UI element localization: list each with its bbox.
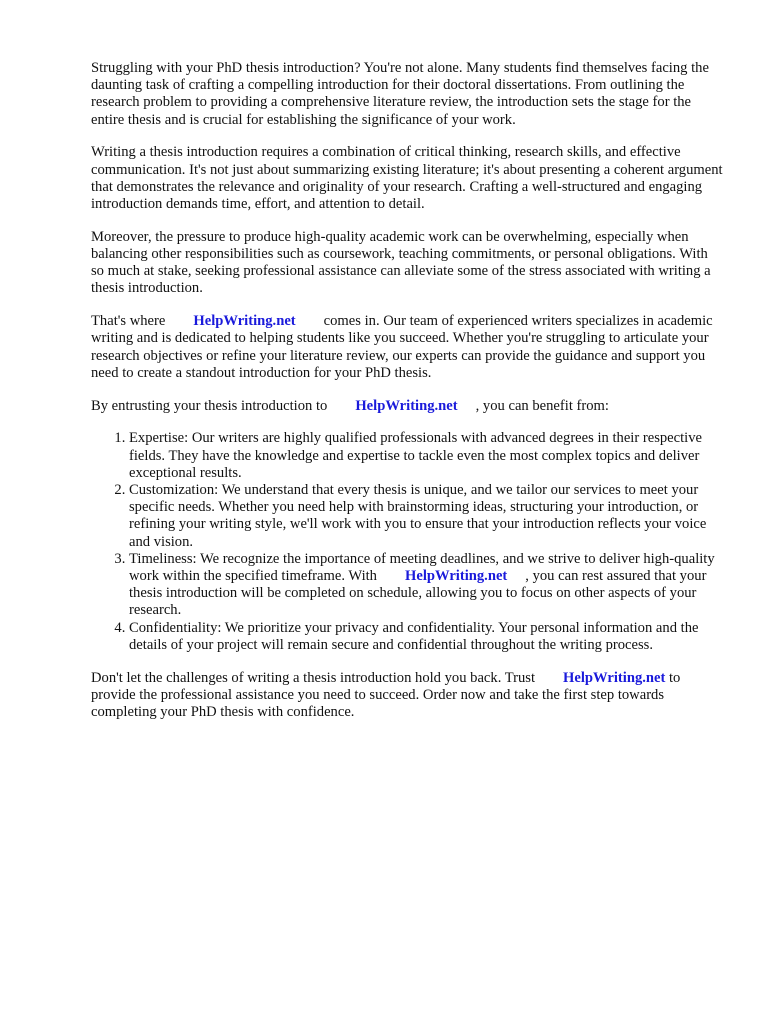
benefit-item-timeliness — [129, 551, 723, 620]
benefit-item-confidentiality: 4. Confidentiality: We prioritize your privacy and confidentiality. Your personal information and the details of your project will remain secure and confidential throughout the writing process. — [129, 620, 723, 654]
service-paragraph — [91, 313, 723, 382]
closing-paragraph — [91, 670, 723, 722]
benefits-intro-rest: , you can benefit from: — [475, 397, 609, 414]
helpwriting-link[interactable]: HelpWriting.net — [193, 313, 296, 330]
benefit-item-expertise: 1. Expertise: Our writers are highly qualified professionals with advanced degrees in their respective fields. They have the knowledge and expertise to tackle even the most complex topics and deliver exceptional results. — [129, 430, 723, 482]
requirements-paragraph: Writing a thesis introduction requires a combination of critical thinking, research skills, and effective communication. It's not just about summarizing existing literature; it's about presenting a coherent argument that demonstrates the relevance and originality of your research. Crafting a well-structured and engaging introduction demands time, effort, and attention to detail. — [91, 144, 723, 213]
helpwriting-link[interactable]: HelpWriting.net — [355, 397, 458, 414]
timeliness-rest: , you can rest assured that your thesis introduction will be completed on schedule, allowing you to focus on other aspects of your research. — [129, 568, 707, 619]
document-body — [91, 60, 723, 737]
benefits-intro-paragraph — [91, 398, 723, 415]
benefits-intro-lead: By entrusting your thesis introduction to — [91, 397, 328, 414]
benefits-list — [91, 430, 723, 654]
timeliness-lead: Timeliness: We recognize the importance of meeting deadlines, and we strive to deliver high-quality work within the specified timeframe. With — [129, 550, 715, 585]
closing-paragraph-lead: Don't let the challenges of writing a thesis introduction hold you back. Trust — [91, 669, 536, 686]
pressure-paragraph: Moreover, the pressure to produce high-quality academic work can be overwhelming, especially when balancing other responsibilities such as coursework, teaching commitments, or personal obligations. With so much at stake, seeking professional assistance can alleviate some of the stress associated with writing a thesis introduction. — [91, 228, 711, 297]
intro-paragraph: Struggling with your PhD thesis introduction? You're not alone. Many students find themselves facing the daunting task of crafting a compelling introduction for their doctoral dissertations. From outlining the research problem to providing a comprehensive literature review, the introduction sets the stage for the entire thesis and is crucial for establishing the significance of your work. — [91, 60, 709, 128]
helpwriting-link[interactable]: HelpWriting.net — [404, 568, 508, 585]
service-paragraph-lead: That's where — [91, 313, 166, 330]
benefit-item-customization: 2. Customization: We understand that every thesis is unique, and we tailor our services to meet your specific needs. Whether you need help with brainstorming ideas, structuring your introduction, or refining your writing style, we'll work with you to ensure that your introduction reflects your voice and vision. — [129, 482, 723, 551]
service-paragraph-rest: comes in. Our team of experienced writers specializes in academic writing and is dedicated to helping students like you succeed. Whether you're struggling to articulate your research objectives or refine your literature review, our experts can provide the guidance and support you need to create a standout introduction for your PhD thesis. — [91, 313, 713, 381]
closing-paragraph-rest: to provide the professional assistance you need to succeed. Order now and take the first step towards completing your PhD thesis with confidence. — [91, 669, 681, 721]
helpwriting-link[interactable]: HelpWriting.net — [563, 669, 666, 686]
